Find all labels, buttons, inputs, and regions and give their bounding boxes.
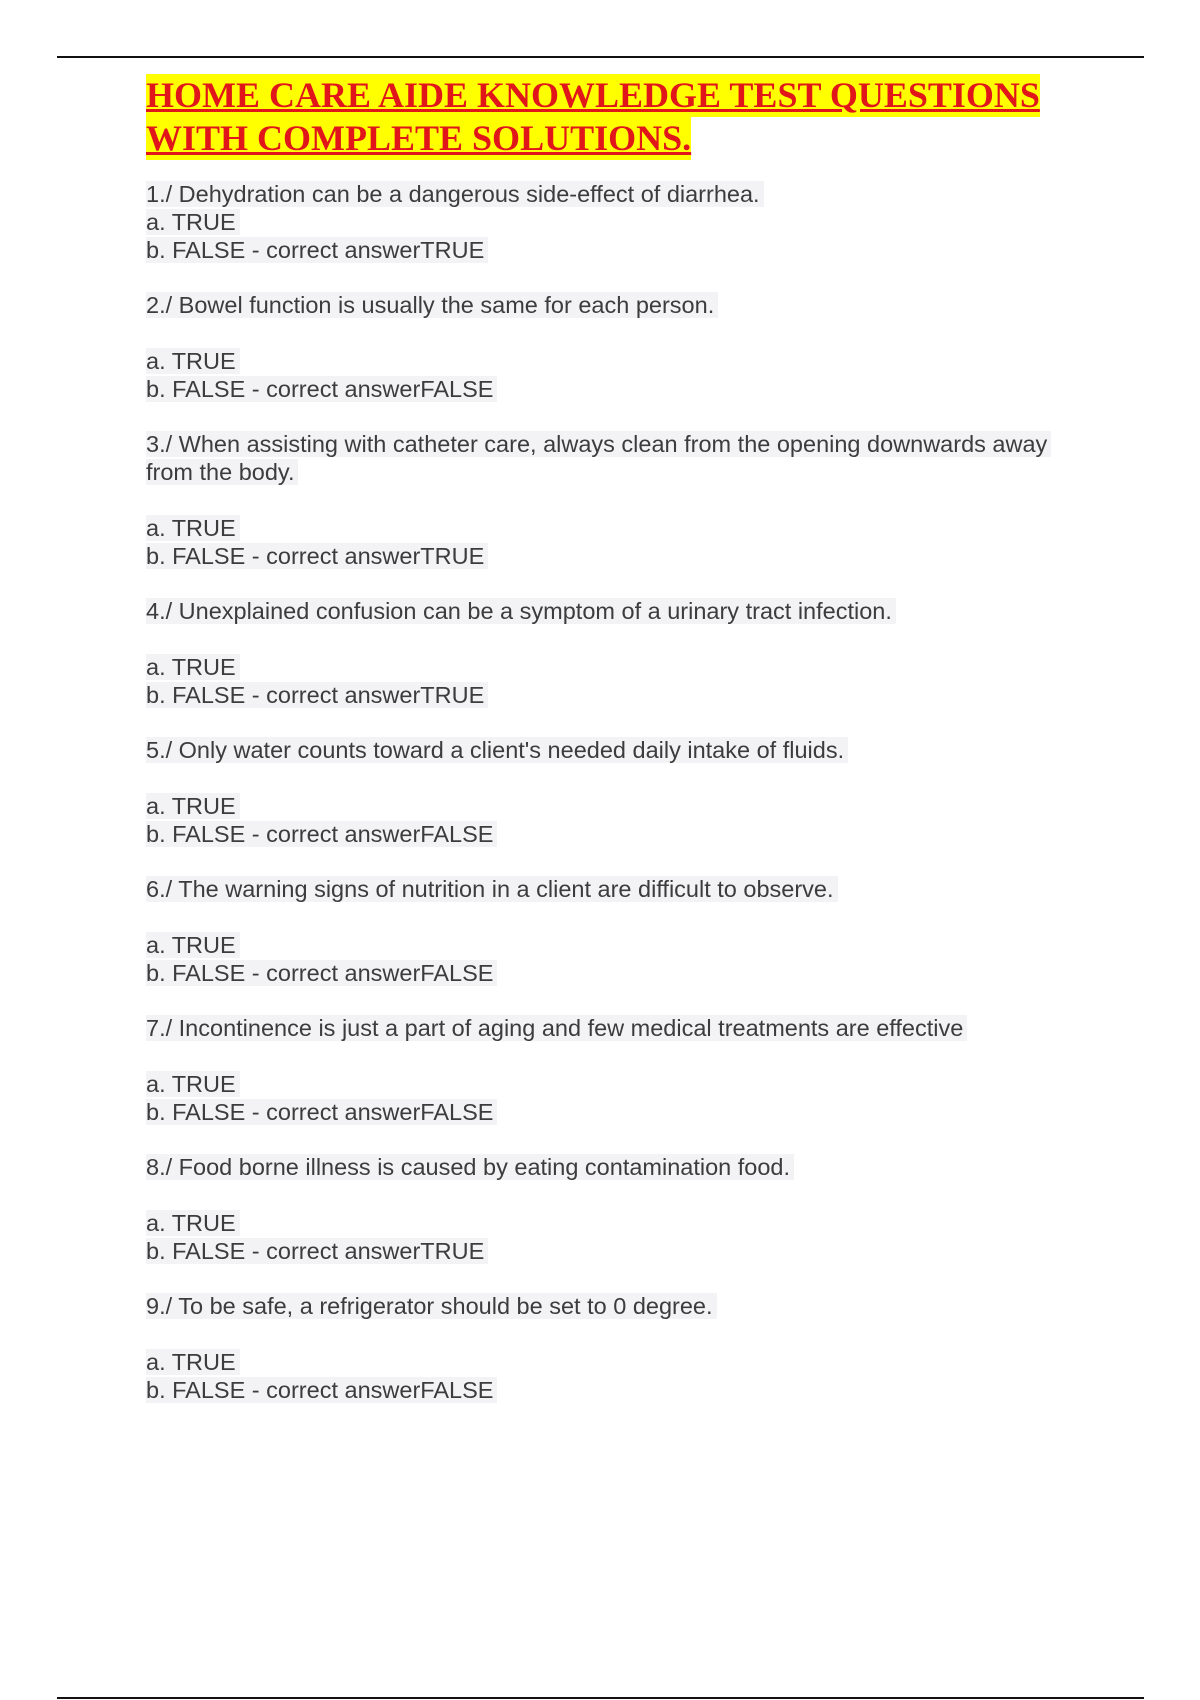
- question-4: [146, 597, 1106, 709]
- question-text-line-2: from the body.: [146, 459, 298, 485]
- option-b-answer: b. FALSE - correct answerTRUE: [146, 682, 488, 708]
- option-a: a. TRUE: [146, 1349, 240, 1375]
- title-line-1: HOME CARE AIDE KNOWLEDGE TEST QUESTIONS: [146, 75, 1040, 115]
- top-rule: [57, 56, 1144, 58]
- option-a: a. TRUE: [146, 515, 240, 541]
- question-7: [146, 1014, 1106, 1126]
- option-a: a. TRUE: [146, 348, 240, 374]
- option-a: a. TRUE: [146, 1210, 240, 1236]
- question-6: [146, 875, 1106, 987]
- question-9: [146, 1292, 1106, 1404]
- title-line-2: WITH COMPLETE SOLUTIONS.: [146, 118, 692, 158]
- question-text: 2./ Bowel function is usually the same for each person.: [146, 292, 718, 318]
- option-b-answer: b. FALSE - correct answerFALSE: [146, 1099, 497, 1125]
- document-title: [146, 74, 1106, 160]
- option-a: a. TRUE: [146, 209, 240, 235]
- option-a: a. TRUE: [146, 654, 240, 680]
- option-b-answer: b. FALSE - correct answerFALSE: [146, 1377, 497, 1403]
- option-b-answer: b. FALSE - correct answerFALSE: [146, 821, 497, 847]
- question-text: 4./ Unexplained confusion can be a symptom of a urinary tract infection.: [146, 598, 896, 624]
- question-2: [146, 291, 1106, 403]
- question-list: [146, 180, 1106, 1404]
- question-text: 7./ Incontinence is just a part of aging and few medical treatments are effective: [146, 1015, 967, 1041]
- question-text: 8./ Food borne illness is caused by eating contamination food.: [146, 1154, 794, 1180]
- option-b-answer: b. FALSE - correct answerFALSE: [146, 376, 497, 402]
- bottom-rule: [57, 1697, 1144, 1699]
- question-text: 5./ Only water counts toward a client's needed daily intake of fluids.: [146, 737, 848, 763]
- option-a: a. TRUE: [146, 1071, 240, 1097]
- question-1: [146, 180, 1106, 264]
- question-text: 6./ The warning signs of nutrition in a client are difficult to observe.: [146, 876, 838, 902]
- question-5: [146, 736, 1106, 848]
- option-a: a. TRUE: [146, 932, 240, 958]
- question-3: [146, 430, 1106, 570]
- question-text: 9./ To be safe, a refrigerator should be set to 0 degree.: [146, 1293, 717, 1319]
- question-text: 1./ Dehydration can be a dangerous side-effect of diarrhea.: [146, 181, 764, 207]
- option-b-answer: b. FALSE - correct answerTRUE: [146, 237, 488, 263]
- option-b-answer: b. FALSE - correct answerTRUE: [146, 543, 488, 569]
- document-content: [146, 74, 1106, 1404]
- question-8: [146, 1153, 1106, 1265]
- question-text-line-1: 3./ When assisting with catheter care, always clean from the opening downwards away: [146, 431, 1051, 457]
- option-b-answer: b. FALSE - correct answerTRUE: [146, 1238, 488, 1264]
- option-b-answer: b. FALSE - correct answerFALSE: [146, 960, 497, 986]
- option-a: a. TRUE: [146, 793, 240, 819]
